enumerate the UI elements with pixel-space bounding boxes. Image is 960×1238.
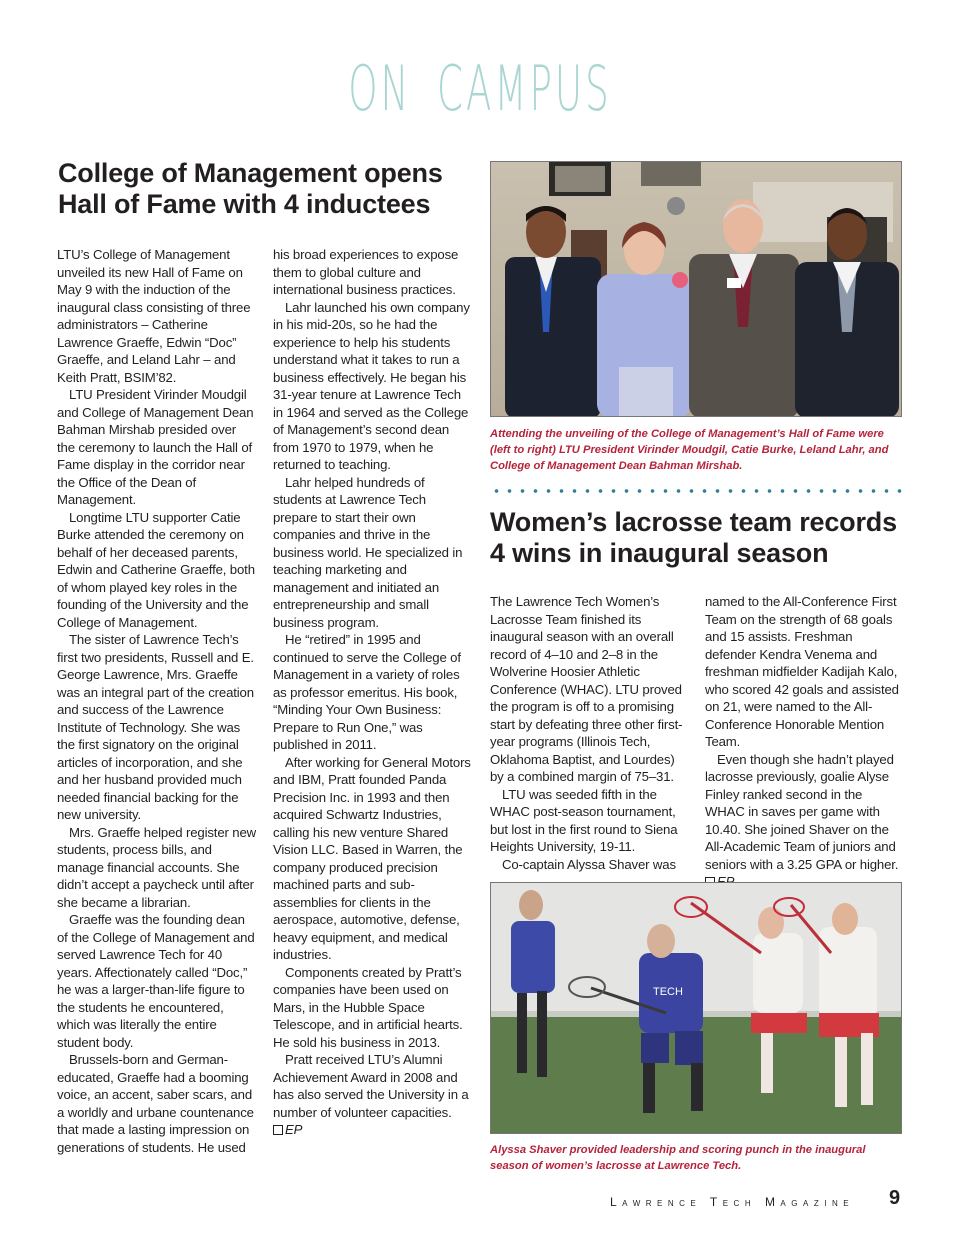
- headline-line: College of Management opens: [58, 158, 443, 188]
- headline-line: Women’s lacrosse team records: [490, 507, 897, 537]
- headline-line: Hall of Fame with 4 inductees: [58, 189, 431, 219]
- section-label: ON CAMPUS: [348, 52, 612, 125]
- footer-magazine-title: Lawrence Tech Magazine: [610, 1195, 855, 1209]
- hall-of-fame-photo: [490, 161, 902, 417]
- article2-column-2: [705, 593, 905, 891]
- article1-column-2: [273, 246, 473, 1139]
- paragraph: The sister of Lawrence Tech’s first two presidents, Russell and E. George Lawrence, Mrs. Graeffe was an integral part of the creation and success of the Lawrence Institute of Technology. She was the first signatory on the original articles of incorporation, and she and her husband provided much needed financial backing for the new university.: [57, 632, 254, 822]
- paragraph: named to the All-Conference First Team on the strength of 68 goals and 15 assists. Freshman defender Kendra Venema and freshman midfielder Kadijah Kalo, who scored 42 goals and assisted on 21, were named to the All-Conference Honorable Mention Team.: [705, 594, 899, 749]
- author-initials: EP: [285, 1122, 303, 1137]
- paragraph: Graeffe was the founding dean of the College of Management and served Lawrence Tech for 40 years. Affectionately called “Doc,” he was a larger-than-life figure to the students he encountered, which was literally the entire student body.: [57, 912, 255, 1050]
- hall-of-fame-caption: Attending the unveiling of the College of Management’s Hall of Fame were (left to right) LTU President Virinder Moudgil, Catie Burke, Leland Lahr, and College of Management Dean Bahman Mirshab.: [490, 428, 889, 472]
- paragraph: Mrs. Graeffe helped register new students, process bills, and manage financial accounts. She didn’t accept a paycheck until after she became a librarian.: [57, 824, 256, 910]
- paragraph: The Lawrence Tech Women’s Lacrosse Team finished its inaugural season with an overall record of 4–10 and 2–8 in the Wolverine Hoosier Athletic Conference (WHAC). LTU proved the program is off to a promising start by defeating three other first-year programs (Illinois Tech, Oklahoma Baptist, and Lourdes) by a combined margin of 75–31.: [490, 594, 683, 784]
- headline-line: 4 wins in inaugural season: [490, 538, 829, 568]
- article-end-mark: [273, 1121, 473, 1139]
- hall-of-fame-illustration: [491, 162, 902, 417]
- paragraph: Pratt received LTU’s Alumni Achievement Award in 2008 and has also served the University in a number of volunteer capacities.: [273, 1052, 469, 1120]
- paragraph: [705, 751, 905, 891]
- paragraph-text: Even though she hadn’t played lacrosse previously, goalie Alyse Finley ranked second in the WHAC in saves per game with 10.40. She joined Shaver on the All-Academic Team of juniors and seniors with a 3.25 GPA or higher.: [705, 751, 899, 872]
- paragraph: Lahr helped hundreds of students at Lawrence Tech prepare to start their own companies and thrive in the business world. He specialized in teaching marketing and management and initiated an entrepreneurship and small business program.: [273, 474, 463, 630]
- lacrosse-illustration: [491, 883, 902, 1134]
- paragraph: LTU’s College of Management unveiled its new Hall of Fame on May 9 with the induction of the inaugural class consisting of three administrators – Catherine Lawrence Graeffe, Edwin “Doc” Graeffe, and Leland Lahr – and Keith Pratt, BSIM’82.: [57, 247, 251, 385]
- paragraph: Lahr launched his own company in his mid-20s, so he had the experience to help his students understand what it takes to run a business effectively. He began his 31-year tenure at Lawrence Tech in 1964 and served as the College of Management’s second dean from 1970 to 1979, when he returned to teaching.: [273, 299, 470, 472]
- dotted-divider: [490, 486, 904, 496]
- article2-column-1: [490, 593, 690, 873]
- end-box-icon: [273, 1125, 283, 1135]
- paragraph: Components created by Pratt’s companies have been used on Mars, in the Hubble Space Telescope, and in artificial hearts. He sold his business in 2013.: [273, 964, 463, 1050]
- paragraph: LTU President Virinder Moudgil and College of Management Dean Bahman Mirshab presided over the ceremony to launch the Hall of Fame display in the corridor near the Office of the Dean of Management.: [57, 387, 254, 507]
- page-number: 9: [889, 1187, 901, 1209]
- lacrosse-photo: [490, 882, 902, 1134]
- paragraph: his broad experiences to expose them to global culture and international business practices.: [273, 247, 459, 297]
- lacrosse-caption: Alyssa Shaver provided leadership and scoring punch in the inaugural season of women’s lacrosse at Lawrence Tech.: [490, 1144, 866, 1172]
- paragraph: He “retired” in 1995 and continued to serve the College of Management in a variety of roles as professor emeritus. His book, “Minding Your Own Business: Prepare to Run One,” was published in 2011.: [273, 632, 461, 752]
- paragraph: After working for General Motors and IBM, Pratt founded Panda Precision Inc. in 1993 and then acquired Schwartz Industries, calling his new venture Shared Vision LLC. Based in Warren, the company produced precision machined parts and sub-assemblies for clients in the aerospace, automotive, defense, heavy equipment, and medical industries.: [273, 754, 471, 962]
- paragraph: Longtime LTU supporter Catie Burke attended the ceremony on behalf of her deceased parents, Edwin and Catherine Graeffe, both of whom played key roles in the founding of the University and the College of Management.: [57, 509, 255, 630]
- article-headline-lacrosse: [490, 507, 910, 569]
- jersey-label: TECH: [653, 986, 683, 998]
- article-headline-hall-of-fame: [58, 158, 458, 220]
- article1-column-1: [57, 246, 257, 1156]
- paragraph: Co-captain Alyssa Shaver was: [502, 856, 676, 872]
- paragraph: LTU was seeded fifth in the WHAC post-season tournament, but lost in the first round to Siena Heights University, 19-11.: [490, 786, 678, 854]
- paragraph: Brussels-born and German-educated, Graeffe had a booming voice, an accent, saber scars, and a worldly and urbane countenance that made a lasting impression on generations of students. He used: [57, 1052, 254, 1155]
